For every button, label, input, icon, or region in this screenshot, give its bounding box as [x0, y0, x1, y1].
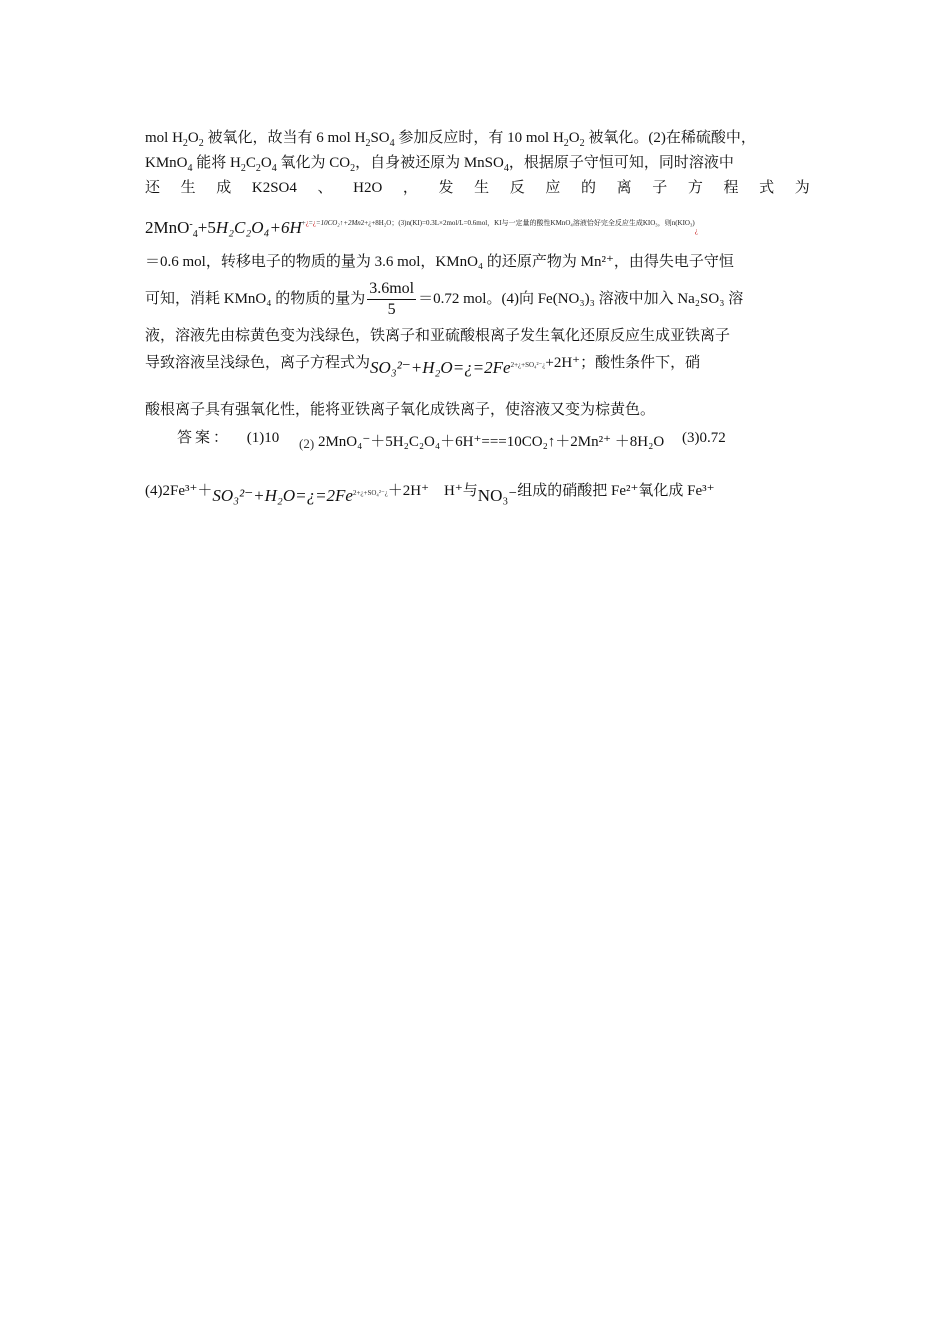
fraction: [367, 279, 416, 320]
answer-2: 2MnO₄⁻＋5H₂C₂O₄＋6H⁺===10CO₂↑＋2Mn²⁺ ＋8H₂O: [317, 434, 665, 450]
ionic-equation-small: 2+¿+SO₄²⁻¿: [510, 361, 546, 369]
text-run: 方: [687, 180, 703, 196]
text-run: 被氧化，故当有 6 mol H: [203, 130, 366, 146]
answer-4-end: 组成的硝酸把 Fe²⁺氧化成 Fe³⁺: [517, 483, 715, 499]
text-run: H2O: [353, 180, 383, 196]
answer-line-1: [145, 428, 810, 458]
text-run: 生: [180, 180, 196, 196]
equation-oxalic: H₂C₂O₄+6H: [215, 218, 302, 237]
text-run: 生: [474, 180, 490, 196]
text-run: 、: [317, 180, 333, 196]
text-run: O: [260, 155, 272, 171]
text-run: 离: [616, 180, 632, 196]
text-run: O: [568, 130, 580, 146]
text-run: 成: [216, 180, 232, 196]
answer-4-pre: (4)2Fe³⁺＋: [145, 483, 213, 499]
fraction-numerator: 3.6mol: [367, 279, 416, 300]
text-run: 可知，消耗 KMnO₄ 的物质的量为: [145, 291, 366, 307]
answer-4-equation: SO₃²⁻+H₂O=¿=2Fe: [212, 486, 353, 505]
text-run: 程: [723, 180, 739, 196]
equation-mno4: 2MnO: [145, 218, 190, 237]
answer-3: (3)0.72: [681, 430, 726, 446]
paragraph-line-7: 液，溶液先由棕黄色变为浅绿色，铁离子和亚硫酸根离子发生氧化还原反应生成亚铁离子: [145, 328, 731, 344]
text-run: 能将 H: [192, 155, 241, 171]
text-run: KMnO: [145, 155, 188, 171]
equation-tail: =10CO₂↑+2Mn: [315, 219, 361, 227]
paragraph-line-9: 酸根离子具有强氧化性，能将亚铁离子氧化成铁离子，使溶液又变为棕黄色。: [145, 402, 656, 418]
answer-2-bracket: (2): [299, 436, 315, 451]
text-run: ＝0.72 mol。(4)向 Fe(NO₃)₃ 溶液中加入 Na₂SO₃ 溶: [418, 291, 744, 307]
text-run: ，根据原子守恒可知，同时溶液中: [508, 155, 734, 171]
text-run: C: [245, 155, 256, 171]
ionic-equation: SO₃²⁻+H₂O=¿=2Fe: [370, 358, 511, 377]
text-run: SO: [370, 130, 390, 146]
fraction-denominator: 5: [387, 300, 396, 318]
paragraph-line-5: ＝0.6 mol，转移电子的物质的量为 3.6 mol，KMnO₄ 的还原产物为 Mn²⁺，由得失电子守恒: [145, 254, 734, 270]
text-run: 子: [652, 180, 668, 196]
text-run: mol H: [145, 130, 183, 146]
paragraph-line-6: [145, 278, 810, 320]
subscript: 2: [350, 163, 356, 174]
subscript: 2: [240, 163, 246, 174]
text-run: +2H⁺；酸性条件下，硝: [545, 355, 701, 371]
answer-line-2: [145, 480, 810, 512]
text-run: K2SO4: [251, 180, 297, 196]
text-run: 为: [794, 180, 810, 196]
subscript: 2: [255, 163, 261, 174]
subscript: 2: [182, 138, 188, 149]
equation-plus: +5: [197, 218, 216, 237]
subscript: 2: [579, 138, 585, 149]
subscript: 4: [503, 163, 509, 174]
paragraph-line-1: [145, 128, 810, 148]
subscript: 2: [563, 138, 569, 149]
text-run: 氧化为 CO: [276, 155, 351, 171]
subscript: 4: [271, 163, 277, 174]
text-run: 的: [581, 180, 597, 196]
text-run: 反: [509, 180, 525, 196]
text-run: O: [187, 130, 199, 146]
answer-4-no3: NO₃⁻: [477, 486, 518, 505]
paragraph-line-3: [145, 178, 810, 198]
text-run: ，自身被还原为 MnSO: [355, 155, 504, 171]
text-run: ，: [402, 180, 418, 196]
text-run: 应: [545, 180, 561, 196]
paragraph-line-2: [145, 153, 810, 173]
text-run: 式: [759, 180, 775, 196]
equation-mark: ¿: [694, 227, 698, 235]
text-run: 还: [145, 180, 161, 196]
answer-4-small: 2+¿+SO₄²⁻¿: [352, 489, 388, 497]
subscript: 4: [187, 163, 193, 174]
equation-small-text: 2+¿+8H₂O；(3)n(KI)=0.3L×2mol/L=0.6mol，KI与一定量的酸性KMnO₄溶液恰好完全反应生成KIO₃，则n(KIO₃): [360, 219, 695, 227]
subscript: 2: [365, 138, 371, 149]
equation-line-1: $2MnO^-_4+5H_2C_2O_4+6H^{+¿=¿=10CO_2↑+2Mn2+¿+8H_2O;(3)n(KI)=0.3L\times 2mol/L=0.6mol,KI与一定量的酸性KMnO_4溶液恰好完全反应生成KIO_3,则n(KIO_3)}¿$: [145, 218, 698, 240]
paragraph-line-8: [145, 352, 810, 382]
text-run: 导致溶液呈浅绿色，离子方程式为: [145, 355, 371, 371]
text-run: 被氧化。(2)在稀硫酸中，: [584, 130, 756, 146]
subscript: 4: [389, 138, 395, 149]
text-run: 参加反应时，有 10 mol H: [394, 130, 564, 146]
text-run: 发: [438, 180, 454, 196]
answer-4-post: ＋2H⁺ H⁺与: [387, 483, 478, 499]
answer-1: (1)10: [246, 430, 280, 446]
answer-label: 答案：: [177, 429, 232, 446]
subscript: 2: [198, 138, 204, 149]
